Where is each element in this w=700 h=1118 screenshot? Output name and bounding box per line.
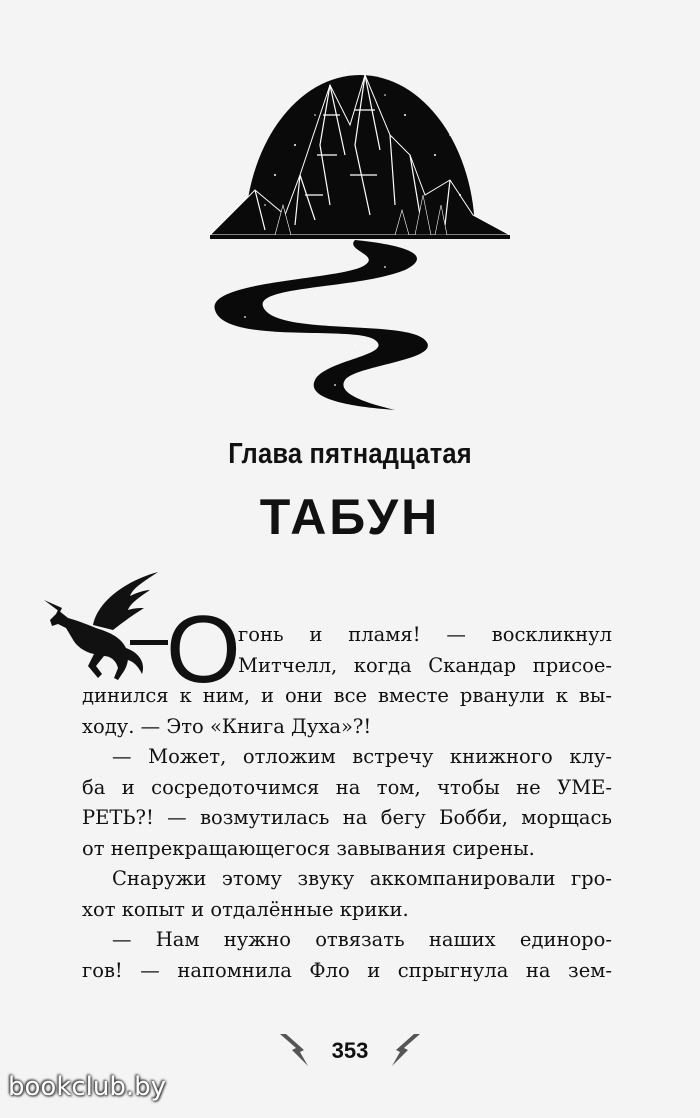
- drop-cap: О: [166, 596, 241, 703]
- chapter-number: Глава пятнадцатая: [228, 438, 472, 470]
- text-line: ходу. — Это «Книга Духа»?!: [82, 714, 372, 738]
- mountain-lake-illustration: [205, 55, 515, 415]
- chapter-title: ТАБУН: [259, 489, 441, 545]
- watermark: bookclub.by: [8, 1072, 167, 1102]
- text-line: Снаружи этому звуку аккомпанировали гро-: [112, 867, 612, 890]
- paragraph: [82, 925, 612, 986]
- text-line: Митчелл, когда Скандар присое-: [238, 653, 612, 677]
- body-text: [82, 620, 612, 986]
- text-line: — Нам нужно отвязать наших единоро-: [112, 928, 612, 951]
- text-line: РЕТЬ?! — возмутилась на бегу Бобби, морщась: [82, 806, 612, 829]
- lightning-icon: [382, 1030, 422, 1070]
- text-line: динился к ним, и они все вместе рванули к вы-: [82, 684, 612, 707]
- page-number: 353: [331, 1038, 369, 1063]
- text-line: гов! — напомнила Фло и спрыгнула на зем-: [82, 958, 612, 982]
- text-line: хот копыт и отдалённые крики.: [82, 897, 409, 921]
- text-line: гонь и пламя! — воскликнул: [238, 623, 612, 646]
- paragraph: [82, 742, 612, 864]
- text-line: — Может, отложим встречу книжного клу-: [112, 745, 612, 768]
- text-line: ба и сосредоточимся на том, чтобы не УМЕ-: [82, 775, 612, 799]
- paragraph: [82, 864, 612, 925]
- paragraph: [82, 620, 612, 742]
- text-line: от непрекращающегося завывания сирены.: [82, 836, 535, 860]
